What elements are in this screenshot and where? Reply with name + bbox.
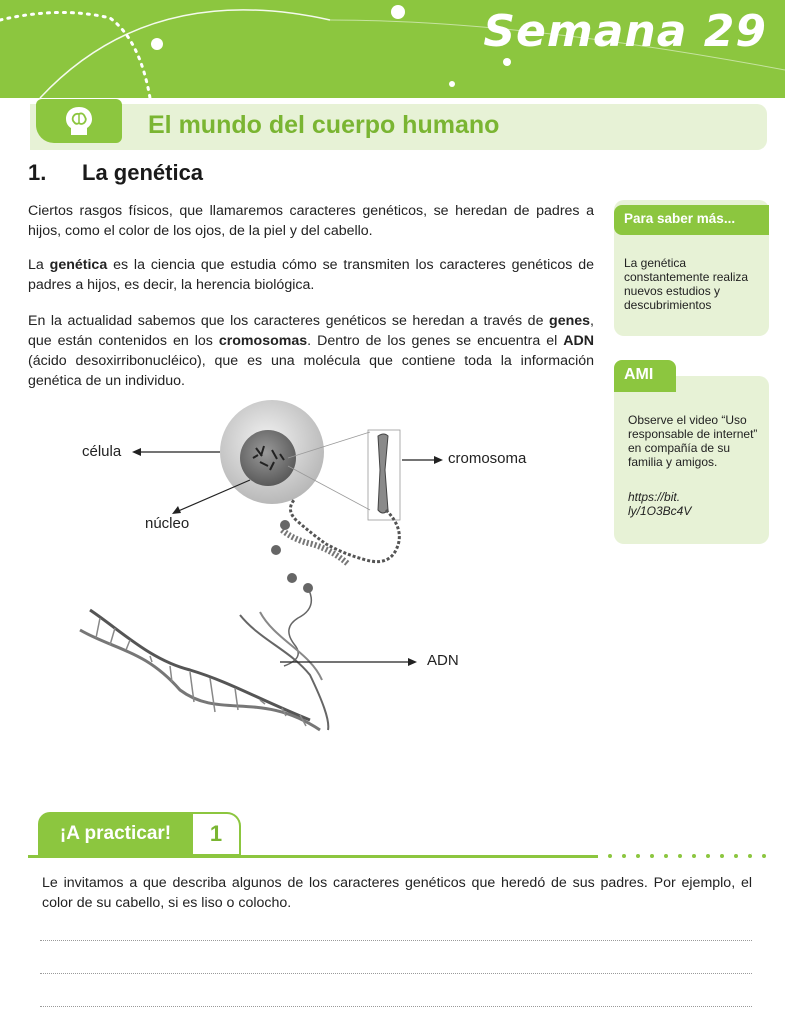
para-saber-mas-title: Para saber más... xyxy=(614,205,769,235)
answer-line-3[interactable] xyxy=(40,1006,752,1007)
term-genetica: genética xyxy=(49,257,108,273)
dotted-divider xyxy=(600,853,775,859)
practice-label: ¡A practicar! xyxy=(38,812,193,856)
top-banner xyxy=(0,0,785,98)
term-adn: ADN xyxy=(563,333,594,349)
section-title: La genética xyxy=(82,160,204,185)
answer-line-1[interactable] xyxy=(40,940,752,941)
ami-title: AMI xyxy=(614,360,676,392)
label-nucleo: núcleo xyxy=(145,515,190,532)
para-saber-mas-text: La genética constantemente realiza nuevos estudios y descubrimientos xyxy=(624,256,749,312)
answer-line-2[interactable] xyxy=(40,973,752,974)
ami-text: Observe el video “Uso responsable de internet” en compañía de su familia y amigos. xyxy=(628,413,758,469)
practice-divider xyxy=(28,855,598,858)
label-adn: ADN xyxy=(427,652,459,669)
brain-head-icon xyxy=(36,99,122,143)
paragraph-2: La genética es la ciencia que estudia cómo se transmiten los caracteres genéticos de padres a hijos, es decir, la herencia biológica. xyxy=(28,257,594,293)
paragraph-1: Ciertos rasgos físicos, que llamaremos caracteres genéticos, se heredan de padres a hijos, como el color de los ojos, de la piel y del cabello. xyxy=(28,203,594,239)
nucleus-shape xyxy=(240,430,296,486)
unit-title: El mundo del cuerpo humano xyxy=(148,111,500,139)
term-cromosomas: cromosomas xyxy=(218,333,308,349)
section-heading xyxy=(28,160,203,186)
practice-number: 1 xyxy=(193,812,241,856)
week-label: Semana 29 xyxy=(483,6,767,57)
label-cromosoma: cromosoma xyxy=(448,450,527,467)
practice-prompt: Le invitamos a que describa algunos de los caracteres genéticos que heredó de sus padres. Por ejemplo, el color de su cabello, si es liso o colocho. xyxy=(42,875,752,911)
paragraph-3: En la actualidad sabemos que los caracteres genéticos se heredan a través de genes, que están contenidos en los cromosomas. Dentro de los genes se encuentra el ADN (ácido desoxirribonucléico), que es una molécula que contiene toda la información genética de un individuo. xyxy=(28,313,594,389)
ami-link[interactable]: https://bit. ly/1O3Bc4V xyxy=(628,490,692,518)
section-number: 1. xyxy=(28,160,47,185)
genetics-illustration xyxy=(60,400,580,800)
label-celula: célula xyxy=(82,443,122,460)
term-genes: genes xyxy=(549,313,591,329)
